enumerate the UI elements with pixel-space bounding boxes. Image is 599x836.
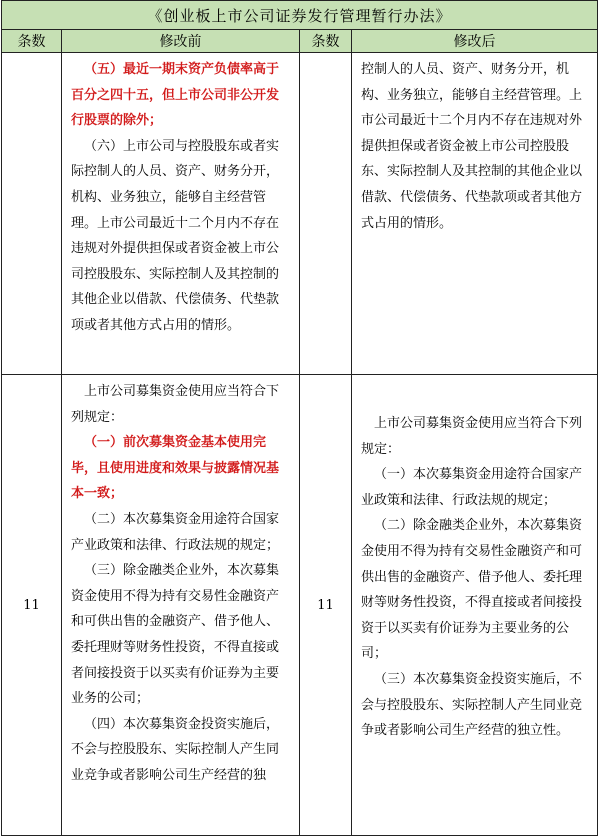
header-num-left: 条数 [2,30,62,53]
after-cell [352,53,598,375]
paragraph: （二）本次募集资金用途符合国家产业政策和法律、行政法规的规定； [71,511,280,553]
header-row [2,30,598,53]
header-num-right: 条数 [300,30,352,53]
paragraph: （三）本次募集资金投资实施后，不会与控股股东、实际控制人产生同业竞争或者影响公司生产经营的独立性。 [361,671,583,739]
paragraph: 上市公司募集资金使用应当符合下列规定： [71,384,280,425]
paragraph: （二）除金融类企业外，本次募集资金使用不得为持有交易性金融资产和可供出售的金融资产、借予他人、委托理财等财务性投资，不得直接或者间接投资于以买卖有价证券为主要业务的公司； [361,518,583,662]
paragraph: （四）本次募集资金投资实施后，不会与控股股东、实际控制人产生同业竞争或者影响公司生产经营的独 [71,716,280,783]
row-number-left: 11 [2,375,62,836]
row-number-right [300,53,352,375]
paragraph: 控制人的人员、资产、财务分开，机构、业务独立，能够自主经营管理。上市公司最近十二个月内不存在违规对外提供担保或者资金被上市公司控股股东、实际控制人及其控制的其他企业以借款、代偿债务、代垫款项或者其他方式占用的情形。 [361,62,583,231]
comparison-table [1,0,598,836]
table-row [2,375,598,836]
before-cell [62,53,300,375]
before-cell [62,375,300,836]
header-before: 修改前 [62,30,300,53]
header-after: 修改后 [352,30,598,53]
row-number-left [2,53,62,375]
paragraph: （五）最近一期末资产负债率高于百分之四十五，但上市公司非公开发行股票的除外； [71,62,280,129]
row-number-right: 11 [300,375,352,836]
paragraph: 上市公司募集资金使用应当符合下列规定： [361,416,583,457]
paragraph: （三）除金融类企业外，本次募集资金使用不得为持有交易性金融资产和可供出售的金融资产、借予他人、委托理财等财务性投资，不得直接或者间接投资于以买卖有价证券为主要业务的公司； [71,563,280,707]
paragraph: （一）本次募集资金用途符合国家产业政策和法律、行政法规的规定； [361,467,583,508]
paragraph: （一）前次募集资金基本使用完毕，且使用进度和效果与披露情况基本一致； [71,435,280,502]
table-title: 《创业板上市公司证券发行管理暂行办法》 [2,1,598,30]
paragraph: （六）上市公司与控股股东或者实际控制人的人员、资产、财务分开，机构、业务独立，能够自主经营管理。上市公司最近十二个月内不存在违规对外提供担保或者资金被上市公司控股股东、实际控制人及其控制的其他企业以借款、代偿债务、代垫款项或者其他方式占用的情形。 [71,138,280,333]
after-cell [352,375,598,836]
title-row [2,1,598,30]
table-row [2,53,598,375]
